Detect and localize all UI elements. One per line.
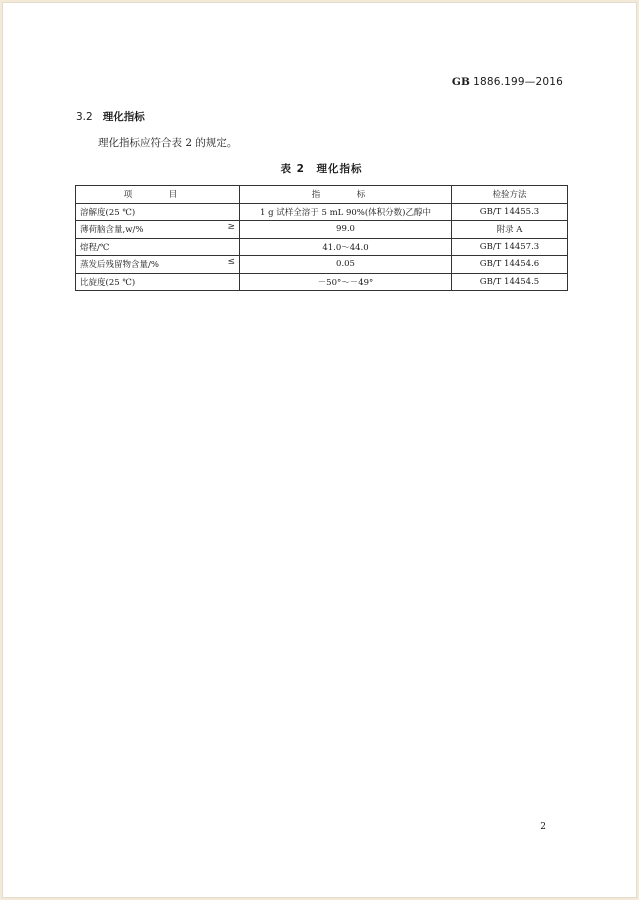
row-item: 溶解度(25 ℃) xyxy=(76,203,240,221)
row-index: 99.0 xyxy=(240,221,452,239)
standard-code xyxy=(452,76,563,88)
standard-number: 1886.199—2016 xyxy=(473,76,563,88)
row-index: 0.05 xyxy=(240,256,452,274)
row-method: 附录 A xyxy=(452,221,568,239)
table-row xyxy=(76,203,568,221)
row-method: GB/T 14454.5 xyxy=(452,273,568,291)
section-title: 理化指标 xyxy=(102,111,145,123)
table-caption: 表 2 理化指标 xyxy=(280,163,363,175)
row-method: GB/T 14457.3 xyxy=(452,238,568,256)
section-number: 3.2 xyxy=(76,111,93,123)
row-index: －50°～－49° xyxy=(240,273,452,291)
header-item: 项 目 xyxy=(76,186,240,204)
table-row xyxy=(76,256,568,274)
row-index: 1 g 试样全溶于 5 mL 90%(体积分数)乙醇中 xyxy=(240,203,452,221)
header-method: 检验方法 xyxy=(452,186,568,204)
document-page xyxy=(2,2,637,898)
standard-prefix: GB xyxy=(451,76,471,88)
row-item: 蒸发后残留物含量/% ≤ xyxy=(76,256,240,274)
section-heading xyxy=(76,109,145,124)
header-index: 指 标 xyxy=(240,186,452,204)
table-header-row xyxy=(76,186,568,204)
row-item: 薄荷脑含量,w/% ≥ xyxy=(76,221,240,239)
row-item: 熔程/℃ xyxy=(76,238,240,256)
spec-table xyxy=(75,185,568,291)
table-row xyxy=(76,238,568,256)
table-row xyxy=(76,273,568,291)
row-method: GB/T 14455.3 xyxy=(452,203,568,221)
section-body-text: 理化指标应符合表 2 的规定。 xyxy=(98,137,238,149)
page-number: 2 xyxy=(540,822,546,832)
row-item: 比旋度(25 ℃) xyxy=(76,273,240,291)
table-row xyxy=(76,221,568,239)
row-index: 41.0～44.0 xyxy=(240,238,452,256)
row-method: GB/T 14454.6 xyxy=(452,256,568,274)
